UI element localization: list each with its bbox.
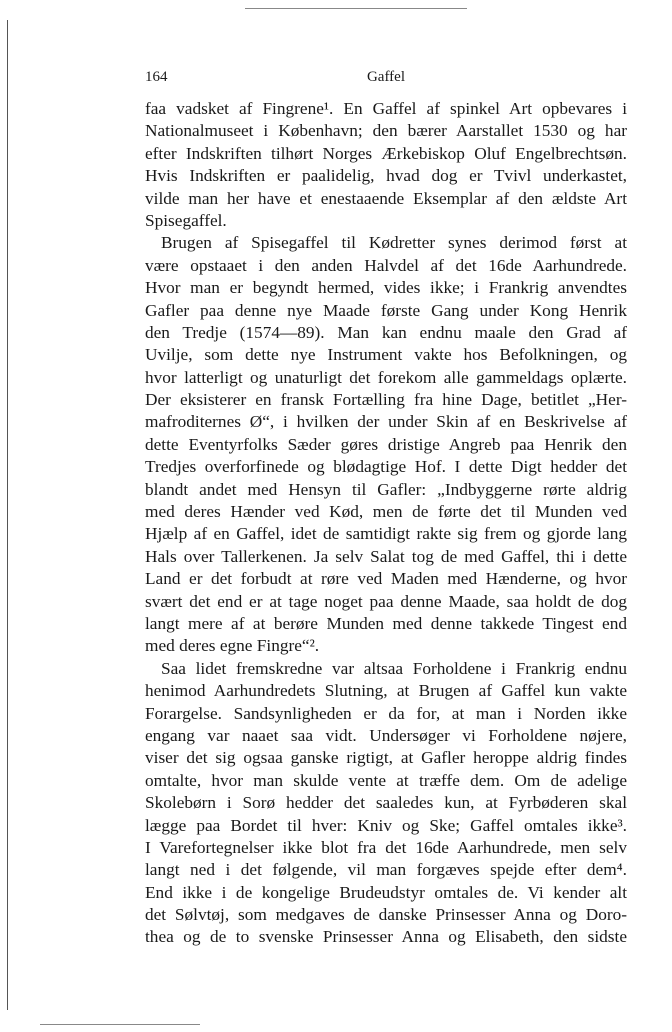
text-line: thea og de to svenske Prinsesser Anna og Elisabeth, den sidste	[145, 927, 627, 947]
text-line: omtalte, hvor man skulde vente at træffe dem. Om de adelige	[145, 770, 627, 790]
text-line: Der eksisterer en fransk Fortælling fra hine Dage, betitlet „Her-	[145, 390, 627, 410]
text-line: Hjælp af en Gaffel, idet de samtidigt rakte sig frem og gjorde lang	[145, 524, 627, 544]
text-line: med deres Hænder ved Kød, men de førte det til Munden ved	[145, 502, 627, 522]
text-line: være opstaaet i den anden Halvdel af det 16de Aarhundrede.	[145, 255, 627, 275]
text-line: Brugen af Spisegaffel til Kødretter synes derimod først at	[161, 233, 627, 253]
text-line: Skolebørn i Sorø hedder det saaledes kun, at Fyrbøderen skal	[145, 793, 627, 813]
scan-edge-top	[245, 8, 467, 9]
text-line: Spisegaffel.	[145, 210, 227, 230]
text-line: Hvor man er begyndt hermed, vides ikke; i Frankrig anvendtes	[145, 278, 627, 298]
text-line: Saa lidet fremskredne var altsaa Forholdene i Frankrig endnu	[161, 658, 627, 678]
scan-edge-left	[7, 20, 8, 1010]
scan-edge-bottom	[40, 1024, 200, 1025]
text-line: henimod Aarhundredets Slutning, at Brugen af Gaffel kun vakte	[145, 681, 627, 701]
text-line: Tredjes overforfinede og blødagtige Hof. I dette Digt hedder det	[145, 457, 627, 477]
text-line: langt mere af at berøre Munden med denne takkede Tingest end	[145, 613, 627, 633]
text-line: blandt andet med Hensyn til Gafler: „Indbyggerne rørte aldrig	[145, 479, 627, 499]
text-line: med deres egne Fingre“².	[145, 636, 320, 656]
text-line: dette Eventyrfolks Sæder gøres dristige Angreb paa Henrik den	[145, 434, 627, 454]
running-title: Gaffel	[366, 69, 406, 85]
text-line: efter Indskriften tilhørt Norges Ærkebiskop Oluf Engelbrechtsøn.	[145, 143, 627, 163]
text-line: Gafler paa denne nye Maade første Gang under Kong Henrik	[145, 300, 627, 320]
text-line: det Sølvtøj, som medgaves de danske Prinsesser Anna og Doro-	[145, 905, 627, 925]
page-header	[145, 69, 627, 91]
text-line: Hals over Tallerkenen. Ja selv Salat tog de med Gaffel, thi i dette	[145, 546, 627, 566]
text-line: I Varefortegnelser ikke blot fra det 16de Aarhundrede, men selv	[145, 837, 627, 857]
text-line: Forargelse. Sandsynligheden er da for, at man i Norden ikke	[145, 703, 627, 723]
body-text	[145, 98, 627, 949]
text-line: hvor latterligt og unaturligt det forekom alle gammeldags oplærte.	[145, 367, 627, 387]
page-number: 164	[145, 69, 168, 85]
text-line: lægge paa Bordet til hver: Kniv og Ske; Gaffel omtales ikke³.	[145, 815, 627, 835]
text-line: vilde man her have et enestaaende Eksemplar af den ældste Art	[145, 188, 627, 208]
text-line: End ikke i de kongelige Brudeudstyr omtales de. Vi kender alt	[145, 882, 627, 902]
text-line: mafroditernes Ø“, i hvilken der under Skin af en Beskrivelse af	[145, 412, 627, 432]
text-line: Uvilje, som dette nye Instrument vakte hos Befolkningen, og	[145, 345, 627, 365]
text-line: den Tredje (1574—89). Man kan endnu maale den Grad af	[145, 322, 627, 342]
text-line: viser det sig ogsaa ganske rigtigt, at Gafler heroppe aldrig findes	[145, 748, 627, 768]
text-line: langt ned i det følgende, vil man forgæves spejde efter dem⁴.	[145, 860, 627, 880]
text-line: Nationalmuseet i København; den bærer Aarstallet 1530 og har	[145, 121, 627, 141]
text-line: svært det end er at tage noget paa denne Maade, saa holdt de dog	[145, 591, 627, 611]
text-line: engang var naaet saa vidt. Undersøger vi Forholdene nøjere,	[145, 725, 627, 745]
text-line: faa vadsket af Fingrene¹. En Gaffel af spinkel Art opbevares i	[145, 99, 627, 118]
text-line: Hvis Indskriften er paalidelig, hvad dog er Tvivl underkastet,	[145, 166, 627, 186]
text-line: Land er det forbudt at røre ved Maden med Hænderne, og hvor	[145, 569, 627, 589]
